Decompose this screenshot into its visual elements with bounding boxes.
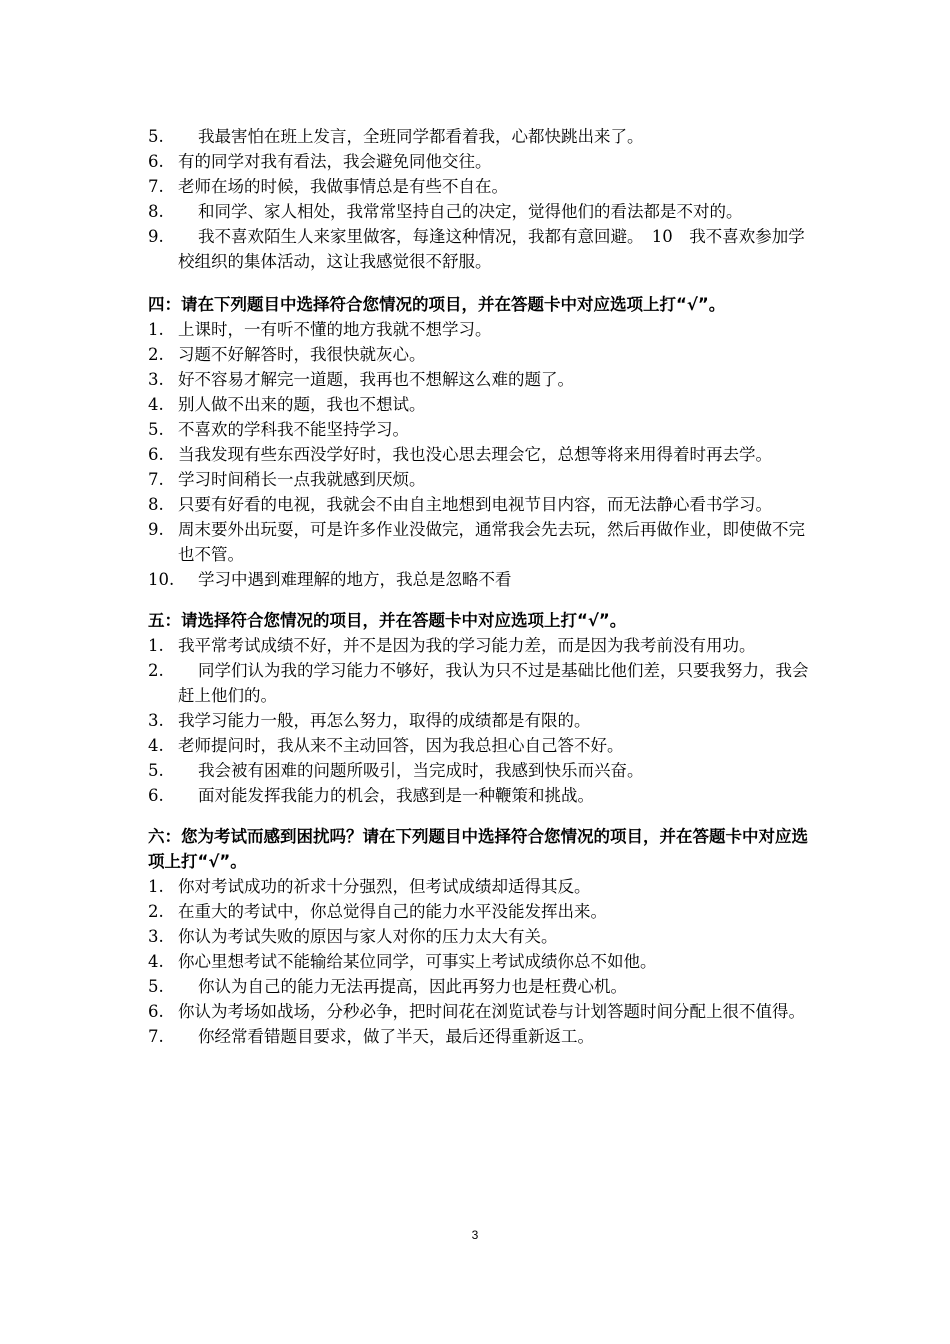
list-item <box>148 467 818 492</box>
item-number: 2. <box>148 902 164 921</box>
item-number: 5. <box>148 127 164 146</box>
item-text: 我学习能力一般，再怎么努力，取得的成绩都是有限的。 <box>178 711 591 730</box>
item-number: 6. <box>148 786 164 805</box>
list-item <box>148 442 818 467</box>
list-item <box>148 899 818 924</box>
item-number: 2. <box>148 661 164 680</box>
item-text: 老师在场的时候，我做事情总是有些不自在。 <box>178 177 508 196</box>
item-number: 7. <box>148 177 164 196</box>
list-item <box>148 567 818 592</box>
item-text: 习题不好解答时，我很快就灰心。 <box>178 345 426 364</box>
list-item <box>148 783 818 808</box>
section-5-heading: 五：请选择符合您情况的项目，并在答题卡中对应选项上打“√”。 <box>148 611 627 630</box>
item-number: 9. <box>148 227 164 246</box>
item-number: 10. <box>148 570 175 589</box>
item-number: 3. <box>148 370 164 389</box>
list-item <box>148 124 818 149</box>
list-item <box>148 733 818 758</box>
item-text: 我会被有困难的问题所吸引，当完成时，我感到快乐而兴奋。 <box>198 761 644 780</box>
list-item <box>148 949 818 974</box>
list-item <box>148 492 818 517</box>
section-5 <box>148 633 818 808</box>
item-text: 你认为考试失败的原因与家人对你的压力太大有关。 <box>178 927 558 946</box>
item-text: 周末要外出玩耍，可是许多作业没做完，通常我会先去玩，然后再做作业，即使做不完也不管。 <box>178 520 805 564</box>
item-number: 4. <box>148 952 164 971</box>
item-number: 3. <box>148 711 164 730</box>
item-text: 上课时，一有听不懂的地方我就不想学习。 <box>178 320 492 339</box>
document-page <box>148 124 818 1049</box>
item-number: 9. <box>148 520 164 539</box>
item-number: 3. <box>148 927 164 946</box>
list-item <box>148 658 818 708</box>
list-item <box>148 633 818 658</box>
item-text: 你对考试成功的祈求十分强烈，但考试成绩却适得其反。 <box>178 877 591 896</box>
section-3 <box>148 124 818 274</box>
item-text: 我平常考试成绩不好，并不是因为我的学习能力差，而是因为我考前没有用功。 <box>178 636 756 655</box>
item-number: 5. <box>148 420 164 439</box>
list-item <box>148 392 818 417</box>
item-text: 你认为自己的能力无法再提高，因此再努力也是枉费心机。 <box>198 977 627 996</box>
item-text: 有的同学对我有看法，我会避免同他交往。 <box>178 152 492 171</box>
item-number: 7. <box>148 1027 164 1046</box>
item-number: 4. <box>148 395 164 414</box>
item-text: 学习中遇到难理解的地方，我总是忽略不看 <box>198 570 512 589</box>
item-text: 你心里想考试不能输给某位同学，可事实上考试成绩你总不如他。 <box>178 952 657 971</box>
list-item <box>148 417 818 442</box>
item-number: 1. <box>148 877 164 896</box>
item-number: 4. <box>148 736 164 755</box>
section-4-heading: 四：请在下列题目中选择符合您情况的项目，并在答题卡中对应选项上打“√”。 <box>148 295 726 314</box>
item-text: 你经常看错题目要求，做了半天，最后还得重新返工。 <box>198 1027 594 1046</box>
item-text: 好不容易才解完一道题，我再也不想解这么难的题了。 <box>178 370 574 389</box>
list-item <box>148 974 818 999</box>
item-number: 5. <box>148 977 164 996</box>
item-number: 2. <box>148 345 164 364</box>
item-number: 5. <box>148 761 164 780</box>
item-number: 6. <box>148 445 164 464</box>
list-item <box>148 1024 818 1049</box>
item-text: 面对能发挥我能力的机会，我感到是一种鞭策和挑战。 <box>198 786 594 805</box>
item-number: 6. <box>148 152 164 171</box>
item-number: 7. <box>148 470 164 489</box>
item-number: 8. <box>148 202 164 221</box>
list-item <box>148 367 818 392</box>
list-item <box>148 342 818 367</box>
list-item <box>148 999 818 1024</box>
item-text: 在重大的考试中，你总觉得自己的能力水平没能发挥出来。 <box>178 902 607 921</box>
item-number: 6. <box>148 1002 164 1021</box>
list-item <box>148 517 818 567</box>
item-text: 学习时间稍长一点我就感到厌烦。 <box>178 470 426 489</box>
item-text: 当我发现有些东西没学好时，我也没心思去理会它，总想等将来用得着时再去学。 <box>178 445 772 464</box>
list-item <box>148 708 818 733</box>
list-item <box>148 149 818 174</box>
item-text: 我最害怕在班上发言，全班同学都看着我，心都快跳出来了。 <box>198 127 644 146</box>
item-number: 8. <box>148 495 164 514</box>
item-text: 我不喜欢陌生人来家里做客，每逢这种情况，我都有意回避。 10 我不喜欢参加学校组织的集体活动，这让我感觉很不舒服。 <box>178 227 805 271</box>
item-text: 和同学、家人相处，我常常坚持自己的决定，觉得他们的看法都是不对的。 <box>198 202 743 221</box>
list-item <box>148 224 818 274</box>
item-text: 你认为考场如战场，分秒必争，把时间花在浏览试卷与计划答题时间分配上很不值得。 <box>178 1002 805 1021</box>
list-item <box>148 199 818 224</box>
section-4 <box>148 317 818 592</box>
list-item <box>148 874 818 899</box>
item-number: 1. <box>148 320 164 339</box>
item-text: 同学们认为我的学习能力不够好，我认为只不过是基础比他们差，只要我努力，我会赶上他们的。 <box>178 661 809 705</box>
item-number: 1. <box>148 636 164 655</box>
list-item <box>148 758 818 783</box>
list-item <box>148 174 818 199</box>
item-text: 只要有好看的电视，我就会不由自主地想到电视节目内容，而无法静心看书学习。 <box>178 495 772 514</box>
item-text: 老师提问时，我从来不主动回答，因为我总担心自己答不好。 <box>178 736 624 755</box>
section-6 <box>148 874 818 1049</box>
list-item <box>148 317 818 342</box>
item-text: 不喜欢的学科我不能坚持学习。 <box>178 420 409 439</box>
section-6-heading: 六：您为考试而感到困扰吗？请在下列题目中选择符合您情况的项目，并在答题卡中对应选项上打“√”。 <box>148 827 808 871</box>
page-number: 3 <box>471 1228 479 1242</box>
item-text: 别人做不出来的题，我也不想试。 <box>178 395 426 414</box>
list-item <box>148 924 818 949</box>
